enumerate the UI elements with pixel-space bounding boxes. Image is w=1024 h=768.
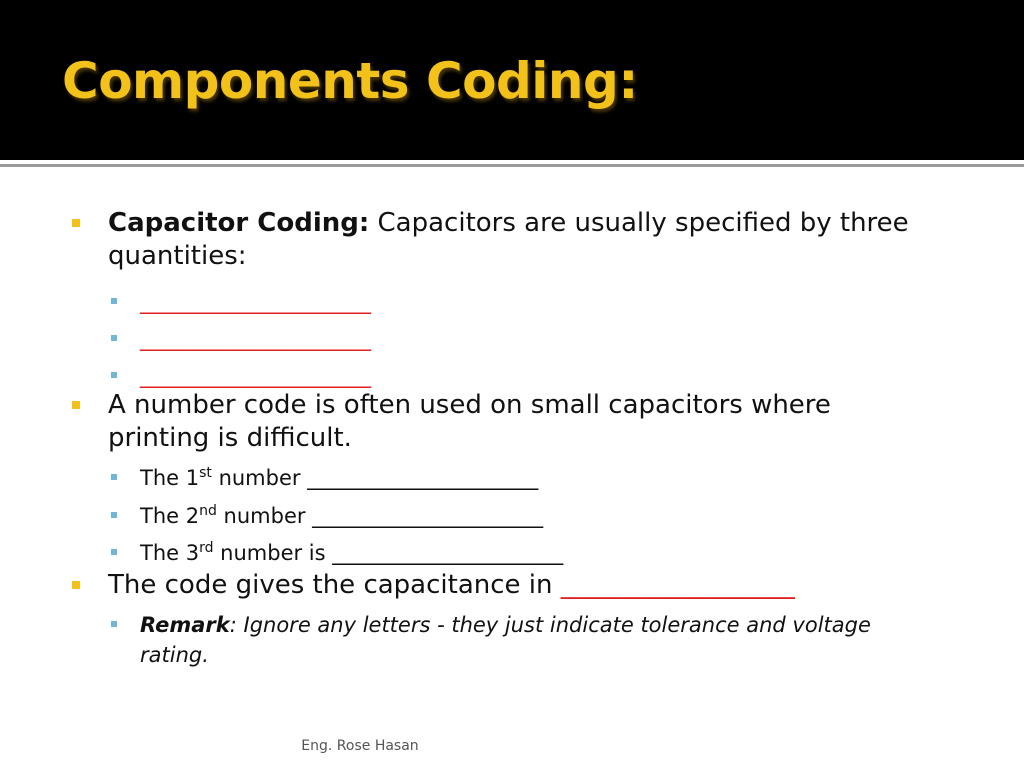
blank-line: ______________________ [140,364,371,388]
blank-line: ______________________ [140,327,371,351]
sub-bullet-second-number [140,501,920,531]
sub-bullet-blank-3 [140,361,920,391]
bullet-bold-label: Capacitor Coding: [108,208,370,238]
sub-bullet-remark [140,610,900,670]
square-bullet-icon [72,219,80,227]
square-bullet-icon [111,298,117,304]
sub-bullet-text: The 3 [140,541,200,565]
sub-bullet-text: number is ______________________ [213,541,564,565]
sub-bullet-text: The 2 [140,504,200,528]
sub-bullet-first-number [140,463,920,493]
blank-line: ______________________ [140,290,371,314]
square-bullet-icon [111,474,117,480]
ordinal-superscript: nd [199,503,217,519]
square-bullet-icon [111,335,117,341]
footer-author: Eng. Rose Hasan [301,738,419,754]
ordinal-superscript: st [199,465,212,481]
square-bullet-icon [111,549,117,555]
bullet-number-code [108,389,928,455]
sub-bullet-third-number [140,538,920,568]
remark-text: : Ignore any letters - they just indicate tolerance and voltage rating. [140,613,871,667]
bullet-capacitance [108,569,928,602]
ordinal-superscript: rd [199,540,214,556]
square-bullet-icon [111,621,117,627]
sub-bullet-text: number ______________________ [216,504,544,528]
square-bullet-icon [111,372,117,378]
sub-bullet-text: The 1 [140,466,200,490]
square-bullet-icon [72,581,80,589]
sub-bullet-blank-1 [140,287,920,317]
remark-label: Remark [140,613,230,637]
bullet-text: A number code is often used on small capacitors where printing is difficult. [108,390,831,453]
bullet-text: The code gives the capacitance in [108,570,561,600]
blank-line: __________________ [560,570,795,600]
square-bullet-icon [72,401,80,409]
sub-bullet-blank-2 [140,324,920,354]
slide-title: Components Coding: [62,52,638,110]
sub-bullet-text: number ______________________ [211,466,539,490]
square-bullet-icon [111,512,117,518]
bullet-text: Capacitors are usually specified by three quantities: [108,208,909,271]
bullet-capacitor-coding [108,207,928,273]
